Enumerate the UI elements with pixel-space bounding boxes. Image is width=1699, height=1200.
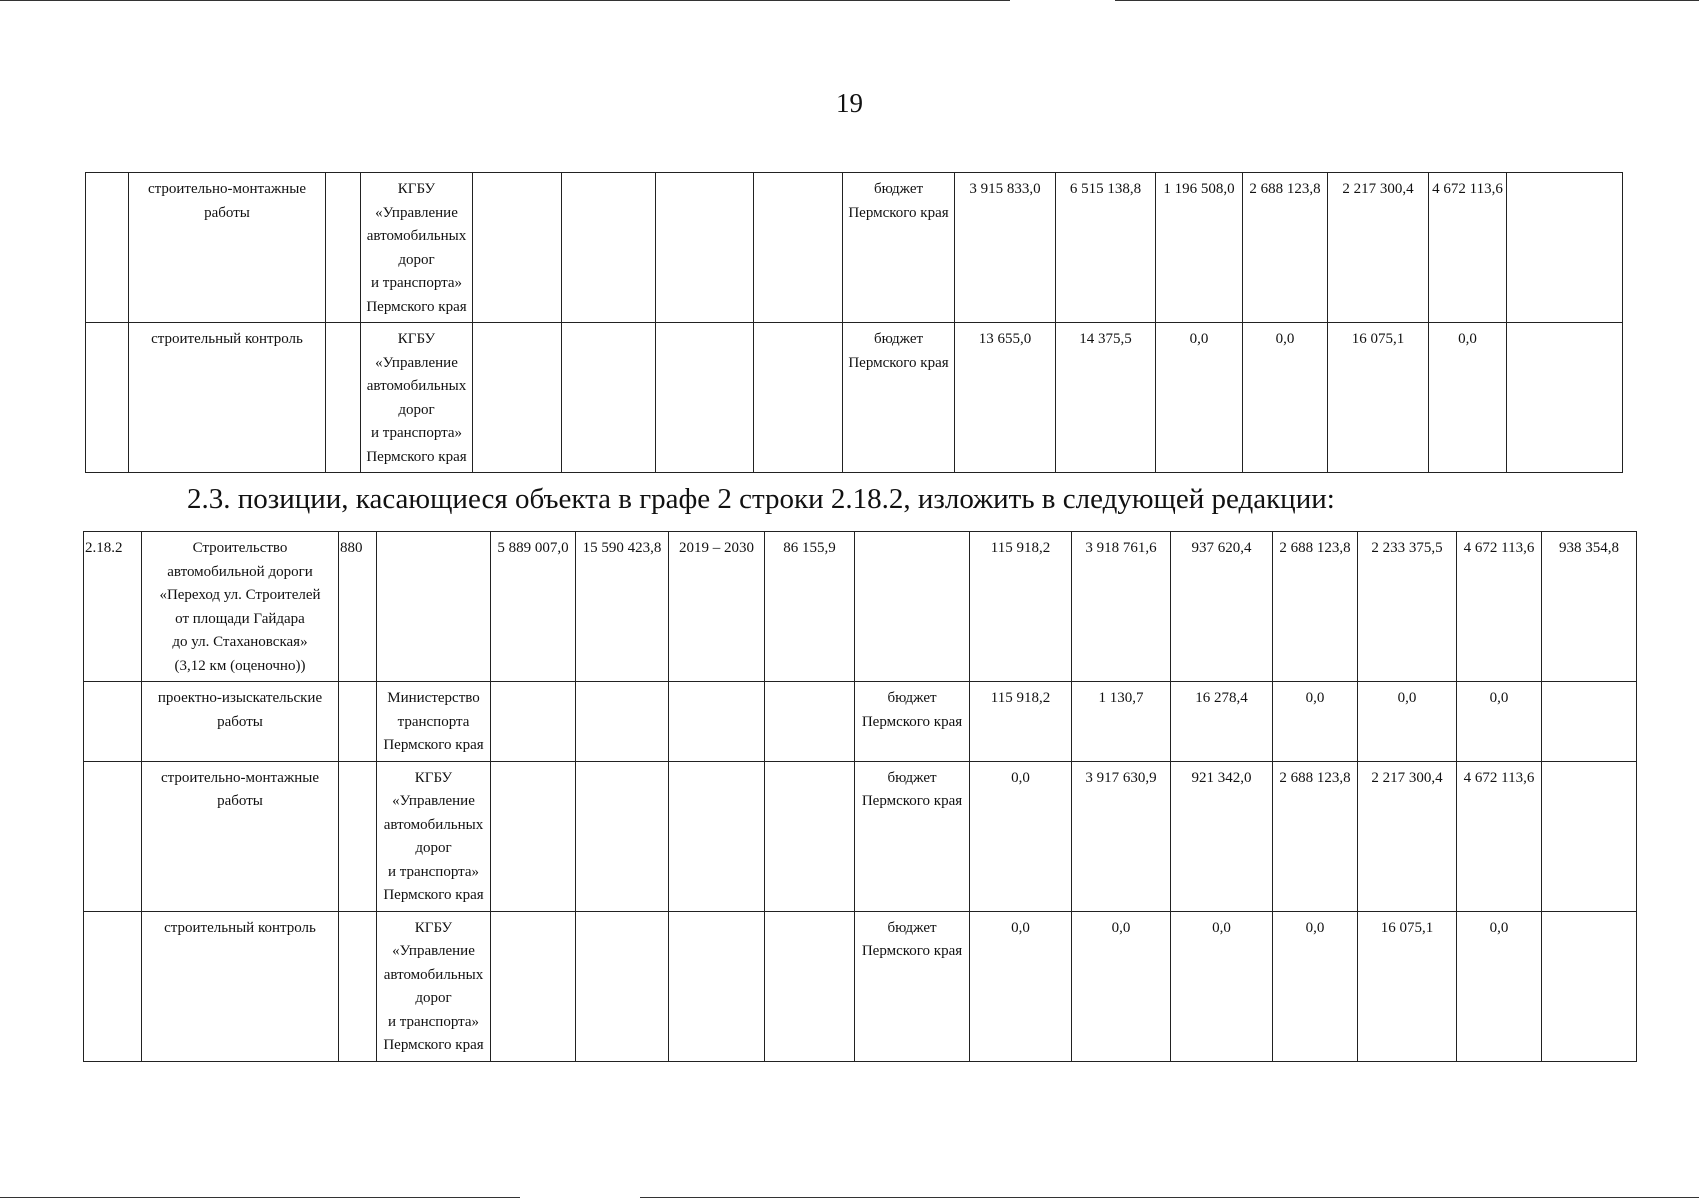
executor-line: Пермского края (383, 737, 484, 753)
executor-line: дорог (415, 990, 452, 1006)
value-cell: 16 075,1 (1328, 323, 1429, 473)
funding-source-line: бюджет (887, 769, 937, 786)
empty-cell (1507, 173, 1623, 323)
funding-source-line: бюджет (887, 919, 937, 936)
executor-line: «Управление (375, 204, 458, 221)
value-cell: 921 342,0 (1171, 761, 1273, 911)
empty-cell (491, 911, 576, 1061)
executor-line: Министерство (387, 690, 480, 706)
executor-line: Пермского края (366, 448, 467, 465)
work-name-cell (142, 911, 339, 1061)
scan-edge-top-left (0, 0, 1010, 1)
funding-source-line: Пермского края (861, 713, 963, 730)
value-cell: 3 918 761,6 (1072, 532, 1171, 682)
empty-cell (669, 761, 765, 911)
empty-cell (377, 532, 491, 682)
number-cell (84, 761, 142, 911)
object-name-line: «Переход ул. Строителей (159, 587, 321, 603)
value-cell: 2 688 123,8 (1243, 173, 1328, 323)
value-cell: 937 620,4 (1171, 532, 1273, 682)
table-row (86, 173, 1623, 323)
value-cell: 0,0 (970, 911, 1072, 1061)
object-name-line: от площади Гайдара (175, 610, 305, 627)
executor-cell (377, 682, 491, 762)
value-cell: 115 918,2 (970, 682, 1072, 762)
capacity-cell: 5 889 007,0 (491, 532, 576, 682)
value-cell: 13 655,0 (955, 323, 1056, 473)
section-heading: 2.3. позиции, касающиеся объекта в графе 2 строки 2.18.2, изложить в следующей редакции: (187, 483, 1335, 515)
row-number-cell: 2.18.2 (84, 532, 142, 682)
value-cell: 0,0 (1072, 911, 1171, 1061)
executor-line: автомобильных (383, 966, 484, 983)
funding-source-line: бюджет (887, 690, 937, 706)
object-table (83, 531, 1637, 1062)
empty-cell (576, 911, 669, 1061)
executor-line: дорог (398, 401, 435, 418)
empty-cell (669, 682, 765, 762)
empty-cell (765, 682, 855, 762)
work-name-cell (142, 761, 339, 911)
work-name-line: работы (204, 204, 250, 221)
executor-line: «Управление (375, 354, 458, 371)
executor-line: «Управление (392, 793, 475, 809)
empty-cell (1542, 682, 1637, 762)
empty-cell (339, 761, 377, 911)
executor-line: Пермского края (383, 887, 484, 903)
prior-funding-cell: 86 155,9 (765, 532, 855, 682)
object-name-line: автомобильной дороги (167, 563, 313, 580)
empty-cell (669, 911, 765, 1061)
value-cell: 0,0 (1457, 682, 1542, 762)
value-cell: 1 130,7 (1072, 682, 1171, 762)
object-name-line: до ул. Стахановская» (172, 634, 308, 650)
empty-cell (491, 761, 576, 911)
work-name-line: строительно-монтажные (160, 769, 320, 786)
executor-line: дорог (415, 840, 452, 856)
executor-line: и транспорта» (370, 275, 463, 291)
object-name-line: Строительство (192, 540, 288, 556)
executor-line: и транспорта» (387, 1013, 480, 1030)
value-cell: 4 672 113,6 (1429, 173, 1507, 323)
work-name-line: работы (217, 713, 263, 730)
executor-line: автомобильных (383, 816, 484, 833)
value-cell: 2 688 123,8 (1273, 532, 1358, 682)
executor-cell (361, 323, 473, 473)
value-cell: 0,0 (1457, 911, 1542, 1061)
table-row (84, 682, 1637, 762)
executor-cell (361, 173, 473, 323)
empty-cell (754, 173, 843, 323)
empty-cell (562, 323, 656, 473)
empty-cell (339, 911, 377, 1061)
executor-line: КГБУ (414, 919, 453, 936)
funding-source-cell (855, 911, 970, 1061)
work-name-line: строительный контроль (151, 331, 303, 347)
value-cell: 0,0 (1273, 911, 1358, 1061)
empty-cell (754, 323, 843, 473)
period-cell: 2019 – 2030 (669, 532, 765, 682)
empty-cell (473, 173, 562, 323)
value-cell: 1 196 508,0 (1156, 173, 1243, 323)
value-cell: 2 688 123,8 (1273, 761, 1358, 911)
empty-cell (576, 682, 669, 762)
value-cell: 0,0 (1171, 911, 1273, 1061)
work-name-line: проектно-изыскательские (157, 690, 323, 706)
value-cell: 115 918,2 (970, 532, 1072, 682)
work-name-line: строительный контроль (164, 919, 316, 936)
executor-cell (377, 911, 491, 1061)
number-cell (86, 323, 129, 473)
empty-cell (562, 173, 656, 323)
value-cell: 3 915 833,0 (955, 173, 1056, 323)
empty-cell (656, 323, 754, 473)
executor-line: транспорта (397, 713, 470, 730)
executor-line: Пермского края (366, 298, 467, 315)
funding-source-cell (843, 173, 955, 323)
funding-source-cell (855, 682, 970, 762)
empty-cell (1542, 761, 1637, 911)
scan-edge-bottom-right (640, 1197, 1699, 1198)
executor-line: и транспорта» (370, 425, 463, 441)
funding-source-line: Пермского края (848, 204, 949, 221)
work-name-line: строительно-монтажные (147, 181, 307, 197)
empty-cell (656, 173, 754, 323)
funding-source-line: Пермского края (848, 354, 949, 371)
funding-source-line: бюджет (873, 181, 924, 197)
work-name-line: работы (217, 793, 263, 809)
empty-cell (855, 532, 970, 682)
empty-cell (339, 682, 377, 762)
empty-cell (765, 761, 855, 911)
empty-cell (491, 682, 576, 762)
empty-cell (1507, 323, 1623, 473)
value-cell: 0,0 (1358, 682, 1457, 762)
scan-edge-top-right (1115, 0, 1699, 1)
value-cell: 0,0 (970, 761, 1072, 911)
page-number: 19 (836, 88, 863, 118)
work-name-cell (142, 682, 339, 762)
empty-cell (765, 911, 855, 1061)
object-row (84, 532, 1637, 682)
executor-line: «Управление (392, 943, 475, 959)
executor-line: и транспорта» (387, 863, 480, 880)
object-name-line: (3,12 км (оценочно)) (174, 657, 306, 674)
number-cell (84, 682, 142, 762)
value-cell: 4 672 113,6 (1457, 761, 1542, 911)
empty-cell (576, 761, 669, 911)
executor-line: дорог (398, 251, 435, 268)
value-cell: 3 917 630,9 (1072, 761, 1171, 911)
value-cell: 2 217 300,4 (1328, 173, 1429, 323)
executor-line: КГБУ (397, 331, 436, 347)
funding-source-cell (855, 761, 970, 911)
value-cell: 16 075,1 (1358, 911, 1457, 1061)
value-cell: 938 354,8 (1542, 532, 1637, 682)
value-cell: 16 278,4 (1171, 682, 1273, 762)
work-name-cell (129, 173, 326, 323)
empty-cell (326, 323, 361, 473)
table-row (84, 911, 1637, 1061)
value-cell: 14 375,5 (1056, 323, 1156, 473)
executor-line: Пермского края (383, 1037, 484, 1053)
value-cell: 4 672 113,6 (1457, 532, 1542, 682)
empty-cell (326, 173, 361, 323)
executor-line: автомобильных (366, 228, 467, 244)
funding-source-cell (843, 323, 955, 473)
executor-line: КГБУ (397, 181, 436, 197)
value-cell: 6 515 138,8 (1056, 173, 1156, 323)
scan-edge-bottom-left (0, 1197, 520, 1198)
object-name-cell (142, 532, 339, 682)
empty-cell (473, 323, 562, 473)
executor-line: КГБУ (414, 769, 453, 786)
table-row (84, 761, 1637, 911)
number-cell (86, 173, 129, 323)
code-cell: 880 (339, 532, 377, 682)
value-cell: 2 233 375,5 (1358, 532, 1457, 682)
value-cell: 0,0 (1429, 323, 1507, 473)
value-cell: 0,0 (1273, 682, 1358, 762)
cost-cell: 15 590 423,8 (576, 532, 669, 682)
funding-source-line: Пермского края (861, 793, 963, 809)
funding-source-line: бюджет (873, 331, 924, 347)
empty-cell (1542, 911, 1637, 1061)
number-cell (84, 911, 142, 1061)
continuation-table (85, 172, 1623, 473)
executor-cell (377, 761, 491, 911)
work-name-cell (129, 323, 326, 473)
table-row (86, 323, 1623, 473)
value-cell: 0,0 (1243, 323, 1328, 473)
funding-source-line: Пермского края (861, 943, 963, 959)
value-cell: 2 217 300,4 (1358, 761, 1457, 911)
value-cell: 0,0 (1156, 323, 1243, 473)
executor-line: автомобильных (366, 378, 467, 394)
